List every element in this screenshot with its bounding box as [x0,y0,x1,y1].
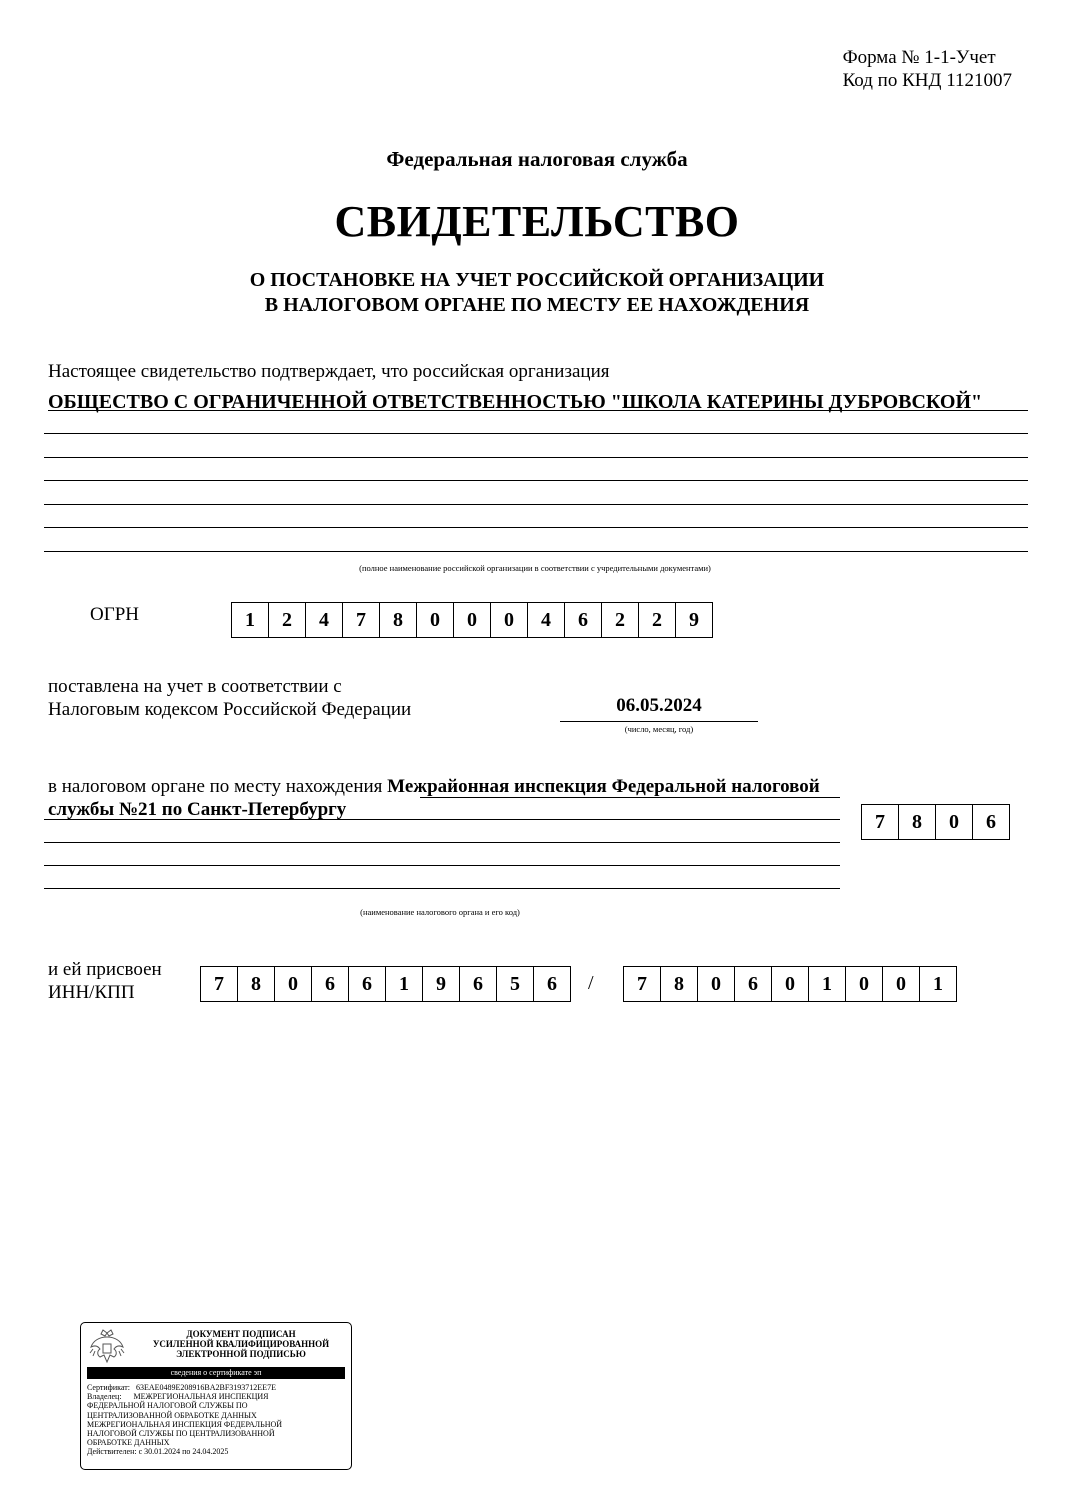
certificate-serial: 63EAE0489E208916BA2BF3193712EE7E [135,1383,276,1392]
line [44,527,1028,528]
ogrn-digit: 8 [380,603,417,637]
line [44,480,1028,481]
organization-name: ОБЩЕСТВО С ОГРАНИЧЕННОЙ ОТВЕТСТВЕННОСТЬЮ "ШКОЛА КАТЕРИНЫ ДУБРОВСКОЙ" [48,391,983,413]
ogrn-digit: 0 [454,603,491,637]
kpp-cells [623,966,957,1002]
ogrn-digit: 0 [417,603,454,637]
line [44,433,1028,434]
date-caption: (число, месяц, год) [624,724,694,734]
inn-digit: 6 [312,967,349,1001]
kpp-digit: 0 [698,967,735,1001]
ogrn-digit: 2 [639,603,676,637]
issuing-service: Федеральная налоговая служба [386,147,688,171]
authority-name: Межрайонная инспекция Федеральной налоговой службы №21 по Санкт-Петербургу [48,776,820,820]
owner-row [87,1392,345,1401]
authority-code-cells [861,804,1010,840]
line [44,457,1028,458]
kpp-digit: 0 [883,967,920,1001]
ogrn-digit: 2 [269,603,306,637]
ogrn-digit: 7 [343,603,380,637]
ogrn-digit: 4 [528,603,565,637]
inn-digit: 1 [386,967,423,1001]
ogrn-digit: 0 [491,603,528,637]
ogrn-digit: 4 [306,603,343,637]
kpp-digit: 6 [735,967,772,1001]
authority-code-digit: 7 [862,805,899,839]
assigned-text: и ей присвоен [48,959,162,980]
document-subtitle [0,268,1074,318]
certificate-row [87,1383,345,1392]
inn-digit: 6 [460,967,497,1001]
inn-digit: 9 [423,967,460,1001]
stamp-heading-line: УСИЛЕННОЙ КВАЛИФИЦИРОВАННОЙ [152,1339,330,1349]
line [44,504,1028,505]
kpp-digit: 7 [624,967,661,1001]
owner-line: ОБРАБОТКЕ ДАННЫХ [87,1438,170,1448]
inn-kpp-separator: / [588,972,594,994]
kpp-digit: 8 [661,967,698,1001]
form-code [843,46,1012,92]
kpp-digit: 1 [933,972,943,995]
authority-code-digit: 0 [936,805,973,839]
authority-code-digit: 8 [899,805,936,839]
owner-line: МЕЖРЕГИОНАЛЬНАЯ ИНСПЕКЦИЯ [133,1392,269,1402]
coat-of-arms-icon [87,1327,127,1365]
tax-authority [48,775,848,821]
ogrn-digit: 6 [565,603,602,637]
inn-digit: 6 [349,967,386,1001]
owner-line: НАЛОГОВОЙ СЛУЖБЫ ПО ЦЕНТРАЛИЗОВАННОЙ [87,1429,275,1439]
authority-code-digit: 6 [986,810,996,833]
org-name-caption: (полное наименование российской организации в соответствии с учредительными документами) [359,563,711,573]
kpp-digit: 0 [772,967,809,1001]
ogrn-digit: 1 [232,603,269,637]
ogrn-digit: 9 [689,608,699,631]
inn-digit: 0 [275,967,312,1001]
registered-text [48,675,411,721]
registration-date: 06.05.2024 [616,695,702,716]
inn-digit: 6 [547,972,557,995]
stamp-heading-line: ДОКУМЕНТ ПОДПИСАН [186,1329,296,1339]
line [44,865,840,866]
inn-kpp-text: ИНН/КПП [48,982,135,1003]
ogrn-digit: 2 [602,603,639,637]
ogrn-cells [231,602,713,638]
line [560,721,758,722]
authority-caption: (наименование налогового органа и его код) [360,907,520,917]
inn-digit: 8 [238,967,275,1001]
ogrn-label: ОГРН [90,604,139,625]
electronic-signature-stamp [80,1322,352,1470]
subtitle-line-1: О ПОСТАНОВКЕ НА УЧЕТ РОССИЙСКОЙ ОРГАНИЗАЦИИ [249,269,825,291]
line [48,410,1028,411]
line [420,797,840,798]
form-number: Форма № 1-1-Учет [842,47,996,68]
certificate-label: Сертификат: [87,1383,130,1392]
line [44,551,1028,552]
knd-code: Код по КНД 1121007 [842,70,1012,91]
certificate-details [87,1383,345,1457]
line [44,888,840,889]
certificate-info-bar: сведения о сертификате эп [87,1367,345,1379]
authority-prefix: в налоговом органе по месту нахождения [48,776,383,797]
kpp-digit: 1 [809,967,846,1001]
subtitle-line-2: В НАЛОГОВОМ ОРГАНЕ ПО МЕСТУ ЕЕ НАХОЖДЕНИЯ [264,294,810,316]
owner-label: Владелец: [87,1392,122,1402]
inn-digit: 5 [497,967,534,1001]
registered-line-1: поставлена на учет в соответствии с [48,676,342,697]
intro-text: Настоящее свидетельство подтверждает, что российская организация [48,361,610,382]
document-title: СВИДЕТЕЛЬСТВО [334,197,740,246]
owner-line: ЦЕНТРАЛИЗОВАННОЙ ОБРАБОТКЕ ДАННЫХ [87,1410,257,1420]
inn-cells [200,966,571,1002]
owner-line: ФЕДЕРАЛЬНОЙ НАЛОГОВОЙ СЛУЖБЫ ПО [87,1401,248,1411]
line [44,819,840,820]
stamp-heading-line: ЭЛЕКТРОННОЙ ПОДПИСЬЮ [176,1349,306,1359]
line [44,842,840,843]
inn-kpp-label [48,958,162,1004]
registered-line-2: Налоговым кодексом Российской Федерации [48,699,412,720]
kpp-digit: 0 [846,967,883,1001]
stamp-heading [135,1329,347,1359]
validity-period: Действителен: с 30.01.2024 по 24.04.2025 [87,1447,229,1457]
owner-line: МЕЖРЕГИОНАЛЬНАЯ ИНСПЕКЦИЯ ФЕДЕРАЛЬНОЙ [87,1419,283,1429]
inn-digit: 7 [201,967,238,1001]
